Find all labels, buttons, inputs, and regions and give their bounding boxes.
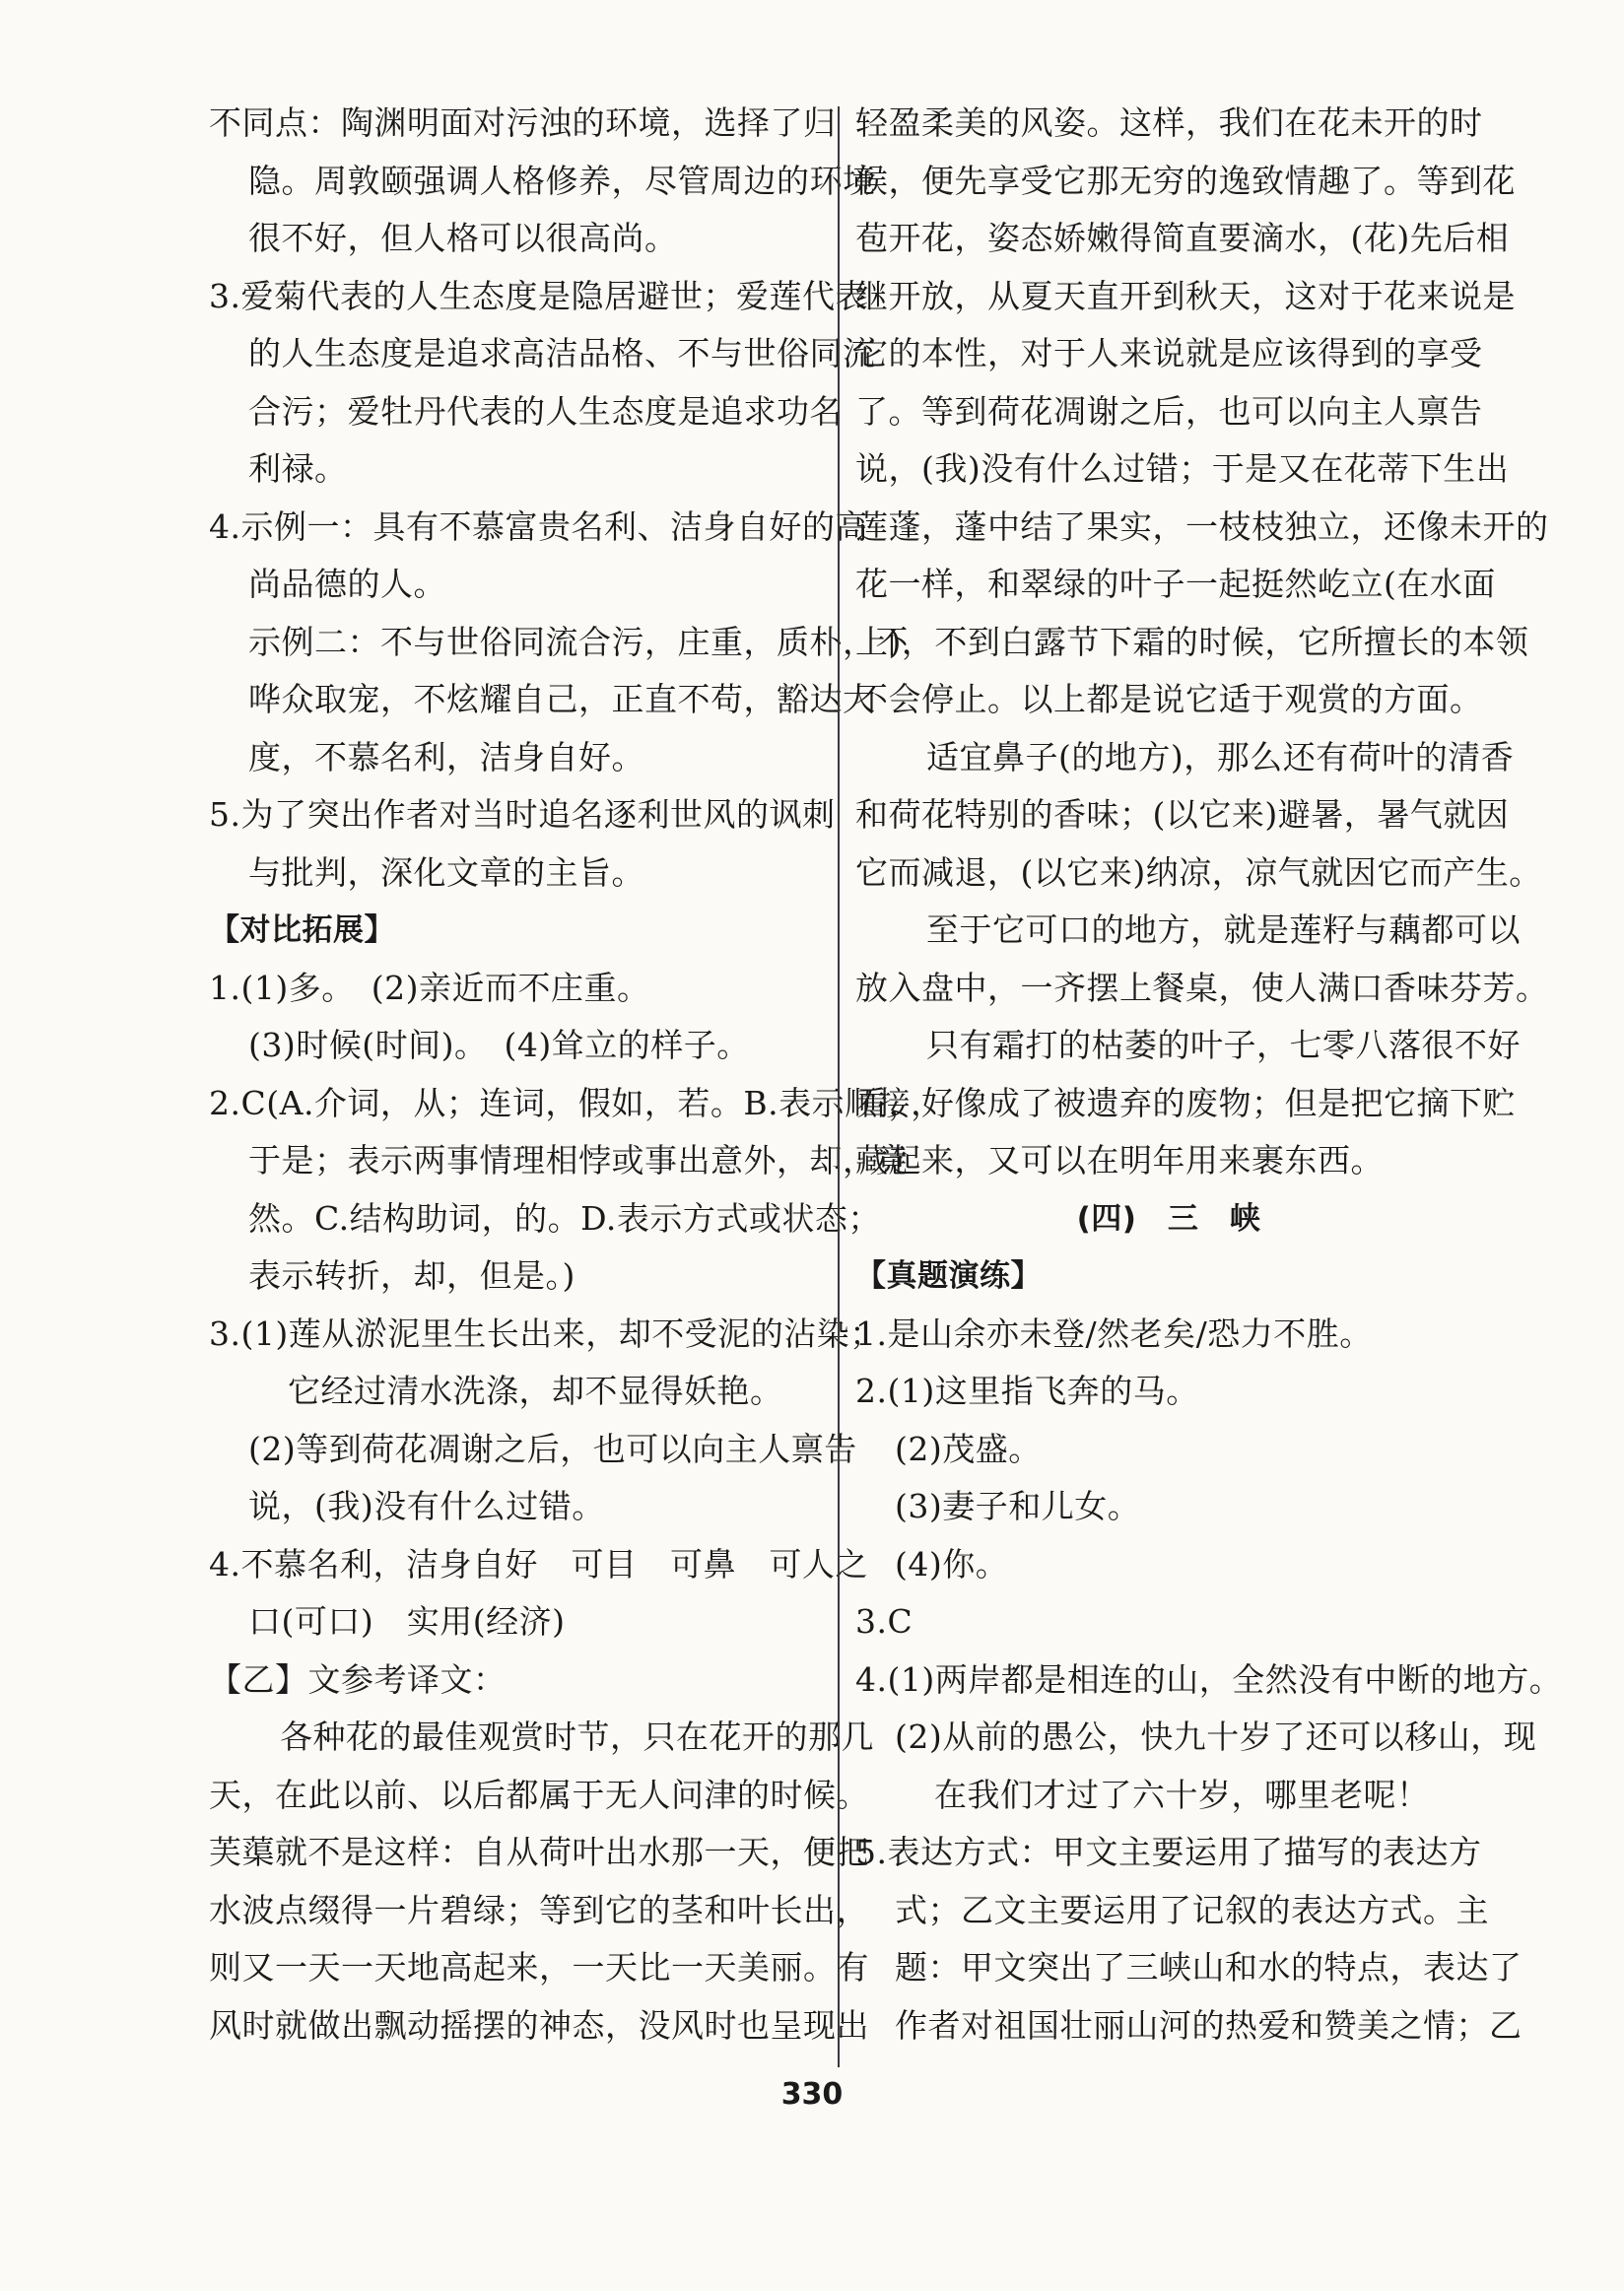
page-number: 330	[780, 2077, 844, 2112]
text-line: 它的本性，对于人来说就是应该得到的享受	[855, 334, 1483, 372]
text-line: 2.(1)这里指飞奔的马。	[855, 1372, 1199, 1410]
text-line: 它经过清水洗涤，却不显得妖艳。	[288, 1372, 783, 1410]
text-line: 和荷花特别的香味；(以它来)避暑，暑气就因	[855, 795, 1510, 834]
text-line: 藏起来，又可以在明年用来裹东西。	[855, 1141, 1384, 1179]
text-line: 3.爱菊代表的人生态度是隐居避世；爱莲代表	[209, 276, 868, 315]
text-line: 与批判，深化文章的主旨。	[248, 852, 644, 892]
section-heading: 【真题演练】	[855, 1258, 1042, 1294]
text-line: 3.C	[855, 1602, 914, 1641]
text-line: (4)你。	[895, 1544, 1009, 1583]
text-line: 至于它可口的地方，就是莲籽与藕都可以	[926, 910, 1521, 949]
text-line: 哗众取宠，不炫耀自己，正直不苟，豁达大	[248, 680, 876, 718]
text-line: 5.表达方式：甲文主要运用了描写的表达方	[855, 1833, 1482, 1871]
text-line: 上)，不到白露节下霜的时候，它所擅长的本领	[855, 622, 1529, 661]
text-line: 了。等到荷花凋谢之后，也可以向主人禀告	[855, 391, 1483, 431]
text-line: 继开放，从夏天直开到秋天，这对于花来说是	[855, 276, 1516, 315]
text-line: 尚品德的人。	[248, 565, 446, 603]
text-line: 它而减退，(以它来)纳凉，凉气就因它而产生。	[855, 852, 1542, 892]
text-line: 的人生态度是追求高洁品格、不与世俗同流	[248, 334, 876, 372]
text-line: 则又一天一天地高起来，一天比一天美丽。有	[209, 1948, 869, 1987]
right-column	[855, 95, 1563, 2055]
text-line: 5.为了突出作者对当时追名逐利世风的讽刺	[209, 795, 836, 834]
text-line: 1.(1)多。 (2)亲近而不庄重。	[209, 968, 650, 1007]
text-line: 题：甲文突出了三峡山和水的特点，表达了	[895, 1948, 1522, 1987]
text-line: (2)等到荷花凋谢之后，也可以向主人禀告	[248, 1429, 857, 1468]
text-line: 不同点：陶渊明面对污浊的环境，选择了归	[209, 103, 837, 142]
text-line: 于是；表示两事情理相悖或事出意外，却，竟	[248, 1141, 909, 1179]
text-line: (3)时候(时间)。 (4)耸立的样子。	[248, 1026, 750, 1064]
text-line: 适宜鼻子(的地方)，那么还有荷叶的清香	[926, 737, 1515, 776]
text-line: (2)从前的愚公，快九十岁了还可以移山，现	[895, 1718, 1537, 1756]
text-line: 候，便先享受它那无穷的逸致情趣了。等到花	[855, 161, 1516, 200]
text-line: 4.不慕名利，洁身自好 可目 可鼻 可人之	[209, 1544, 868, 1583]
text-line: 说，(我)没有什么过错；于是又在花蒂下生出	[855, 449, 1510, 488]
column-divider	[838, 106, 840, 2067]
text-line: 看，好像成了被遗弃的废物；但是把它摘下贮	[855, 1083, 1516, 1122]
text-line: 合污；爱牡丹代表的人生态度是追求功名	[248, 391, 843, 431]
text-line: 【乙】文参考译文：	[209, 1659, 507, 1699]
text-line: 苞开花，姿态娇嫩得简直要滴水，(花)先后相	[855, 219, 1510, 257]
text-line: 在我们才过了六十岁，哪里老呢！	[934, 1775, 1430, 1814]
text-line: 芙蕖就不是这样：自从荷叶出水那一天，便把	[209, 1833, 869, 1871]
text-line: 4.(1)两岸都是相连的山，全然没有中断的地方。	[855, 1659, 1563, 1699]
text-line: (2)茂盛。	[895, 1429, 1042, 1468]
text-line: 然。C.结构助词，的。D.表示方式或状态；	[248, 1198, 881, 1238]
text-line: 利禄。	[248, 449, 348, 488]
text-line: 水波点缀得一片碧绿；等到它的茎和叶长出，	[209, 1890, 869, 1929]
text-line: 花一样，和翠绿的叶子一起挺然屹立(在水面	[855, 565, 1496, 603]
text-line: 度，不慕名利，洁身自好。	[248, 737, 644, 776]
text-line: 作者对祖国壮丽山河的热爱和赞美之情；乙	[895, 2005, 1522, 2045]
text-line: 说，(我)没有什么过错。	[248, 1487, 605, 1525]
text-line: 风时就做出飘动摇摆的神态，没风时也呈现出	[209, 2005, 869, 2045]
section-heading: 【对比拓展】	[209, 912, 395, 948]
text-line: 口(可口) 实用(经济)	[248, 1602, 566, 1641]
text-line: 2.C(A.介词，从；连词，假如，若。B.表示顺接，	[209, 1083, 944, 1122]
text-line: 只有霜打的枯萎的叶子，七零八落很不好	[926, 1026, 1521, 1064]
text-line: 1.是山余亦未登/然老矣/恐力不胜。	[855, 1314, 1373, 1353]
text-line: 轻盈柔美的风姿。这样，我们在花未开的时	[855, 103, 1483, 142]
text-line: 隐。周敦颐强调人格修养，尽管周边的环境	[248, 161, 876, 200]
section-heading: (四) 三 峡	[1076, 1200, 1261, 1237]
text-line: 4.示例一：具有不慕富贵名利、洁身自好的高	[209, 506, 868, 546]
text-line: 很不好，但人格可以很高尚。	[248, 219, 678, 257]
text-line: 莲蓬，蓬中结了果实，一枝枝独立，还像未开的	[855, 506, 1549, 546]
text-line: 3.(1)莲从淤泥里生长出来，却不受泥的沾染；	[209, 1314, 883, 1353]
text-line: 式；乙文主要运用了记叙的表达方式。主	[895, 1890, 1489, 1929]
text-line: 各种花的最佳观赏时节，只在花开的那几	[280, 1718, 874, 1756]
text-line: 不会停止。以上都是说它适于观赏的方面。	[855, 680, 1483, 718]
text-line: (3)妻子和儿女。	[895, 1487, 1141, 1525]
text-line: 放入盘中，一齐摆上餐桌，使人满口香味芬芳。	[855, 968, 1549, 1007]
text-line: 天，在此以前、以后都属于无人问津的时候。	[209, 1775, 869, 1814]
text-line: 表示转折，却，但是。)	[248, 1256, 575, 1295]
text-line: 示例二：不与世俗同流合污，庄重，质朴，不	[248, 622, 909, 661]
